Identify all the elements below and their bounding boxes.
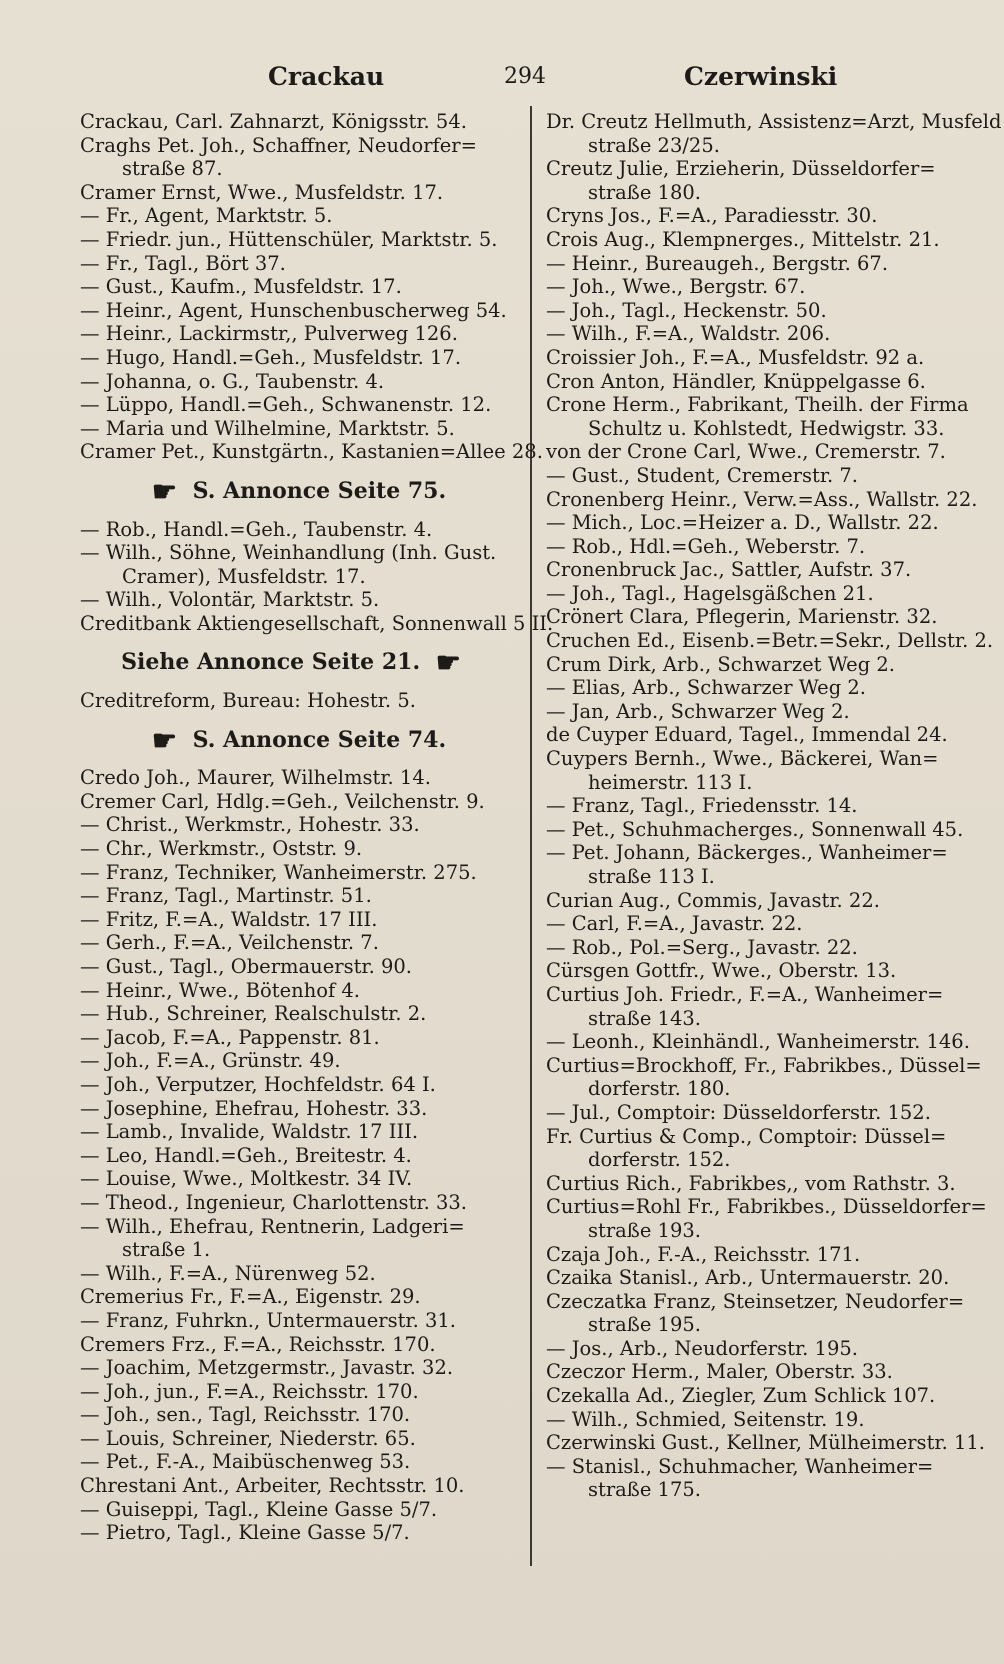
annonce-75 xyxy=(80,474,510,508)
entry-line: — Heinr., Bureaugeh., Bergstr. 67. xyxy=(546,251,889,275)
directory-entry xyxy=(80,134,510,181)
entry-line: — Johanna, o. G., Taubenstr. 4. xyxy=(80,369,385,393)
entry-continuation: straße 23/25. xyxy=(588,133,720,157)
entry-continuation: straße 1. xyxy=(122,1238,211,1262)
entry-continuation: dorferstr. 180. xyxy=(588,1077,731,1101)
directory-entry xyxy=(546,889,986,913)
left-entries-block-1 xyxy=(80,110,543,464)
directory-entry xyxy=(546,370,986,394)
directory-entry xyxy=(80,228,510,252)
entry-line: Czerwinski Gust., Kellner, Mülheimerstr. 11. xyxy=(546,1431,985,1455)
entry-line: — Gust., Student, Cremerstr. 7. xyxy=(546,463,858,487)
right-column xyxy=(546,110,1002,1502)
entry-line: — Jul., Comptoir: Düsseldorferstr. 152. xyxy=(546,1100,931,1124)
entry-line: — Heinr., Wwe., Bötenhof 4. xyxy=(80,978,361,1002)
entry-line: — Lamb., Invalide, Waldstr. 17 III. xyxy=(80,1120,419,1144)
page-header xyxy=(0,60,1004,100)
entry-line: de Cuyper Eduard, Tagel., Immendal 24. xyxy=(546,723,948,747)
directory-entry xyxy=(80,611,554,636)
entry-line: Croissier Joh., F.=A., Musfeldstr. 92 a. xyxy=(546,345,925,369)
directory-entry xyxy=(546,582,986,606)
entry-line: Cremerius Fr., F.=A., Eigenstr. 29. xyxy=(80,1285,421,1309)
directory-entry xyxy=(80,1474,510,1498)
entry-line: — Joh., jun., F.=A., Reichsstr. 170. xyxy=(80,1379,419,1403)
directory-entry xyxy=(546,1384,986,1408)
entry-continuation: straße 193. xyxy=(588,1218,701,1242)
entry-line: — Maria und Wilhelmine, Marktstr. 5. xyxy=(80,416,455,440)
entry-line: — Joh., F.=A., Grünstr. 49. xyxy=(80,1049,341,1073)
entry-line: Cremer Carl, Hdlg.=Geh., Veilchenstr. 9. xyxy=(80,789,485,813)
entry-line: Curtius=Rohl Fr., Fabrikbes., Düsseldorfer= xyxy=(546,1195,987,1219)
entry-line: Czekalla Ad., Ziegler, Zum Schlick 107. xyxy=(546,1384,936,1408)
directory-entry xyxy=(80,1333,510,1357)
directory-entry xyxy=(546,983,986,1030)
entry-line: — Fritz, F.=A., Waldstr. 17 III. xyxy=(80,907,378,931)
entry-continuation: dorferstr. 152. xyxy=(588,1148,731,1172)
entry-continuation: heimerstr. 113 I. xyxy=(588,770,753,794)
entry-continuation: straße 87. xyxy=(122,157,223,181)
entry-line: — Joh., Tagl., Hagelsgäßchen 21. xyxy=(546,581,874,605)
entry-line: — Pet. Johann, Bäckerges., Wanheimer= xyxy=(546,841,948,865)
header-left-keyword: Crackau xyxy=(268,62,385,91)
entry-line: — Gust., Kaufm., Musfeldstr. 17. xyxy=(80,275,402,299)
entry-line: — Carl, F.=A., Javastr. 22. xyxy=(546,912,803,936)
entry-line: — Leo, Handl.=Geh., Breitestr. 4. xyxy=(80,1143,412,1167)
entry-line: — Pet., F.-A., Maibüschenweg 53. xyxy=(80,1450,411,1474)
directory-entry xyxy=(80,181,510,205)
entry-line: — Guiseppi, Tagl., Kleine Gasse 5/7. xyxy=(80,1497,438,1521)
entry-line: — Wilh., F.=A., Waldstr. 206. xyxy=(546,322,831,346)
directory-entry xyxy=(546,1408,986,1432)
directory-entry xyxy=(546,488,986,512)
entry-line: — Wilh., F.=A., Nürenweg 52. xyxy=(80,1261,376,1285)
entry-line: Cronenberg Heinr., Verw.=Ass., Wallstr. 22. xyxy=(546,487,978,511)
directory-entry xyxy=(546,1101,986,1125)
entry-line: — Hugo, Handl.=Geh., Musfeldstr. 17. xyxy=(80,345,462,369)
entry-line: — Jacob, F.=A., Pappenstr. 81. xyxy=(80,1025,380,1049)
entry-line: — Joachim, Metzgermstr., Javastr. 32. xyxy=(80,1356,454,1380)
entry-line: Cuypers Bernh., Wwe., Bäckerei, Wan= xyxy=(546,747,939,771)
directory-entry xyxy=(546,110,1002,157)
entry-line: Czeczor Herm., Maler, Oberstr. 33. xyxy=(546,1360,893,1384)
entry-line: — Wilh., Söhne, Weinhandlung (Inh. Gust. xyxy=(80,541,497,565)
entry-line: — Gust., Tagl., Obermauerstr. 90. xyxy=(80,955,413,978)
annonce-74-text: S. Annonce Seite 74. xyxy=(192,726,447,753)
entry-line: Chrestani Ant., Arbeiter, Rechtsstr. 10. xyxy=(80,1474,465,1498)
annonce-21 xyxy=(80,646,510,680)
directory-entry xyxy=(546,1125,986,1172)
entry-line: Credo Joh., Maurer, Wilhelmstr. 14. xyxy=(80,766,431,790)
page-number: 294 xyxy=(504,64,546,89)
directory-entry xyxy=(80,1002,510,1026)
entry-line: Creutz Julie, Erzieherin, Düsseldorfer= xyxy=(546,157,936,181)
directory-entry xyxy=(80,370,510,394)
entry-line: Crum Dirk, Arb., Schwarzet Weg 2. xyxy=(546,652,895,676)
directory-entry xyxy=(546,1431,986,1455)
entry-line: — Joh., Wwe., Bergstr. 67. xyxy=(546,275,806,299)
directory-entry xyxy=(80,1215,510,1262)
directory-entry xyxy=(80,1285,510,1309)
annonce-75-text: S. Annonce Seite 75. xyxy=(192,477,447,504)
directory-entry xyxy=(80,1309,510,1333)
directory-entry xyxy=(80,322,510,346)
entry-line: Curtius Rich., Fabrikbes,, vom Rathstr. 3. xyxy=(546,1171,956,1195)
directory-entry xyxy=(80,1049,510,1073)
directory-entry xyxy=(546,1172,986,1196)
directory-entry xyxy=(80,1026,510,1050)
directory-entry xyxy=(80,1380,510,1404)
entry-line: — Rob., Hdl.=Geh., Weberstr. 7. xyxy=(546,534,866,558)
directory-entry xyxy=(546,322,986,346)
entry-line: — Wilh., Volontär, Marktstr. 5. xyxy=(80,588,380,612)
directory-entry xyxy=(80,393,510,417)
directory-entry xyxy=(80,1403,510,1427)
entry-line: Cron Anton, Händler, Knüppelgasse 6. xyxy=(546,369,926,393)
directory-entry xyxy=(546,228,986,252)
entry-line: — Heinr., Lackirmstr,, Pulverweg 126. xyxy=(80,322,458,346)
entry-line: — Stanisl., Schuhmacher, Wanheimer= xyxy=(546,1454,934,1478)
entry-continuation: straße 175. xyxy=(588,1478,701,1502)
directory-entry xyxy=(546,1030,986,1054)
entry-line: Fr. Curtius & Comp., Comptoir: Düssel= xyxy=(546,1124,947,1148)
directory-entry xyxy=(546,936,986,960)
pointing-hand-icon: ☛ xyxy=(151,474,177,508)
entry-line: — Friedr. jun., Hüttenschüler, Marktstr. 5. xyxy=(80,227,498,251)
directory-entry xyxy=(546,299,986,323)
directory-entry xyxy=(546,747,986,794)
directory-entry xyxy=(80,1073,510,1097)
directory-entry xyxy=(546,653,986,677)
creditreform-entry: Creditreform, Bureau: Hohestr. 5. xyxy=(80,689,416,713)
entry-continuation: straße 180. xyxy=(588,180,701,204)
entry-line: — Franz, Techniker, Wanheimerstr. 275. xyxy=(80,860,477,884)
directory-entry xyxy=(546,818,986,842)
entry-line: — Jos., Arb., Neudorferstr. 195. xyxy=(546,1336,858,1360)
entry-line: — Wilh., Ehefrau, Rentnerin, Ladgeri= xyxy=(80,1214,465,1238)
entry-line: Crone Herm., Fabrikant, Theilh. der Firma xyxy=(546,393,969,417)
directory-entry xyxy=(546,676,986,700)
pointing-hand-icon: ☛ xyxy=(435,646,461,680)
directory-entry xyxy=(80,908,510,932)
directory-entry xyxy=(546,605,986,629)
directory-entry xyxy=(80,884,510,908)
annonce-74 xyxy=(80,723,510,757)
entry-line: Crönert Clara, Pflegerin, Marienstr. 32. xyxy=(546,605,938,629)
entry-line: — Heinr., Agent, Hunschenbuscherweg 54. xyxy=(80,298,507,322)
directory-entry xyxy=(80,417,510,441)
directory-entry xyxy=(80,110,510,134)
entry-line: — Chr., Werkmstr., Oststr. 9. xyxy=(80,837,363,861)
directory-entry xyxy=(546,157,986,204)
entry-line: Craghs Pet. Joh., Schaffner, Neudorfer= xyxy=(80,133,477,157)
directory-entry xyxy=(80,299,510,323)
entry-line: Cronenbruck Jac., Sattler, Aufstr. 37. xyxy=(546,558,912,582)
entry-line: Cramer Ernst, Wwe., Musfeldstr. 17. xyxy=(80,180,444,204)
left-entries-block-2 xyxy=(80,517,554,636)
entry-line: — Franz, Tagl., Friedensstr. 14. xyxy=(546,794,858,818)
directory-entry xyxy=(546,629,994,653)
entry-line: Curian Aug., Commis, Javastr. 22. xyxy=(546,888,880,912)
directory-entry xyxy=(546,204,986,228)
directory-entry xyxy=(546,535,986,559)
directory-entry xyxy=(546,1337,986,1361)
annonce-21-text: Siehe Annonce Seite 21. xyxy=(121,649,421,676)
entry-continuation: Schultz u. Kohlstedt, Hedwigstr. 33. xyxy=(588,416,945,440)
header-right-keyword: Czerwinski xyxy=(684,62,838,91)
directory-entry xyxy=(80,588,510,612)
entry-line: — Leonh., Kleinhändl., Wanheimerstr. 146. xyxy=(546,1030,970,1054)
directory-entry xyxy=(546,1054,986,1101)
left-entries-block-3 xyxy=(80,766,510,1545)
directory-entry xyxy=(80,346,510,370)
entry-continuation: Cramer), Musfeldstr. 17. xyxy=(122,564,366,588)
directory-entry xyxy=(80,1498,510,1522)
entry-line: — Pet., Schuhmacherges., Sonnenwall 45. xyxy=(546,817,964,841)
entry-line: Czaika Stanisl., Arb., Untermauerstr. 20. xyxy=(546,1266,950,1290)
entry-line: Curtius=Brockhoff, Fr., Fabrikbes., Düssel= xyxy=(546,1053,982,1077)
entry-line: — Rob., Pol.=Serg., Javastr. 22. xyxy=(546,935,858,959)
directory-entry xyxy=(80,790,510,814)
entry-line: Creditbank Aktiengesellschaft, Sonnenwall 5 II. xyxy=(80,611,554,635)
directory-entry xyxy=(80,1521,510,1545)
entry-line: — Fr., Tagl., Bört 37. xyxy=(80,251,286,275)
directory-entry xyxy=(80,955,510,979)
directory-entry xyxy=(546,794,986,818)
directory-entry xyxy=(546,841,986,888)
entry-line: — Mich., Loc.=Heizer a. D., Wallstr. 22. xyxy=(546,511,939,535)
directory-entry xyxy=(80,252,510,276)
entry-line: Cruchen Ed., Eisenb.=Betr.=Sekr., Dellstr. 2. xyxy=(546,629,994,653)
directory-entry xyxy=(80,275,510,299)
directory-entry xyxy=(546,1360,986,1384)
pointing-hand-icon: ☛ xyxy=(151,723,177,757)
entry-line: Crackau, Carl. Zahnarzt, Königsstr. 54. xyxy=(80,110,467,133)
directory-entry xyxy=(546,1266,986,1290)
directory-entry xyxy=(80,440,543,464)
left-column xyxy=(80,110,554,1545)
directory-entry xyxy=(546,511,986,535)
entry-line: — Christ., Werkmstr., Hohestr. 33. xyxy=(80,813,420,837)
directory-entry xyxy=(546,912,986,936)
entry-line: Cramer Pet., Kunstgärtn., Kastanien=Allee 28. xyxy=(80,440,543,464)
directory-entry xyxy=(80,1144,510,1168)
right-entries-block xyxy=(546,110,1002,1502)
entry-line: von der Crone Carl, Wwe., Cremerstr. 7. xyxy=(546,440,946,464)
directory-entry xyxy=(546,959,986,983)
entry-line: Czaja Joh., F.-A., Reichsstr. 171. xyxy=(546,1242,861,1266)
directory-entry xyxy=(546,558,986,582)
directory-entry xyxy=(546,393,986,440)
directory-entry xyxy=(80,1167,510,1191)
entry-line: — Wilh., Schmied, Seitenstr. 19. xyxy=(546,1407,865,1431)
directory-entry xyxy=(80,1120,510,1144)
entry-continuation: straße 113 I. xyxy=(588,865,715,888)
entry-line: — Franz, Tagl., Martinstr. 51. xyxy=(80,884,372,908)
entry-line: — Joh., Verputzer, Hochfeldstr. 64 I. xyxy=(80,1072,436,1096)
entry-line: — Gerh., F.=A., Veilchenstr. 7. xyxy=(80,931,379,955)
directory-entry xyxy=(80,204,510,228)
directory-entry xyxy=(546,1243,986,1267)
directory-entry xyxy=(80,518,510,542)
directory-entry xyxy=(80,813,510,837)
entry-line: Cremers Frz., F.=A., Reichsstr. 170. xyxy=(80,1332,436,1356)
entry-line: Czeczatka Franz, Steinsetzer, Neudorfer= xyxy=(546,1289,965,1313)
directory-entry xyxy=(80,979,510,1003)
entry-continuation: straße 195. xyxy=(588,1313,701,1337)
entry-line: — Hub., Schreiner, Realschulstr. 2. xyxy=(80,1002,427,1026)
directory-entry xyxy=(546,1290,986,1337)
entry-line: — Josephine, Ehefrau, Hohestr. 33. xyxy=(80,1096,428,1120)
directory-entry xyxy=(80,1356,510,1380)
directory-entry xyxy=(80,766,510,790)
directory-entry xyxy=(80,1262,510,1286)
entry-line: — Elias, Arb., Schwarzer Weg 2. xyxy=(546,676,867,700)
entry-line: — Louise, Wwe., Moltkestr. 34 IV. xyxy=(80,1167,413,1191)
directory-entry xyxy=(546,723,986,747)
directory-entry xyxy=(546,464,986,488)
column-divider xyxy=(530,106,532,1566)
entry-line: — Joh., Tagl., Heckenstr. 50. xyxy=(546,298,827,322)
directory-entry xyxy=(546,252,986,276)
entry-line: — Jan, Arb., Schwarzer Weg 2. xyxy=(546,699,850,723)
directory-entry xyxy=(80,1450,510,1474)
entry-line: — Louis, Schreiner, Niederstr. 65. xyxy=(80,1426,416,1450)
directory-entry xyxy=(546,700,986,724)
entry-line: — Franz, Fuhrkn., Untermauerstr. 31. xyxy=(80,1308,457,1332)
directory-entry xyxy=(80,541,510,588)
entry-line: Dr. Creutz Hellmuth, Assistenz=Arzt, Musfeld xyxy=(546,110,1002,133)
directory-entry xyxy=(546,1195,986,1242)
entry-continuation: straße 143. xyxy=(588,1006,701,1030)
directory-entry xyxy=(546,1455,986,1502)
entry-line: — Rob., Handl.=Geh., Taubenstr. 4. xyxy=(80,517,433,541)
directory-entry xyxy=(80,931,510,955)
directory-entry xyxy=(80,837,510,861)
entry-line: Crois Aug., Klempnerges., Mittelstr. 21. xyxy=(546,227,940,251)
entry-line: — Pietro, Tagl., Kleine Gasse 5/7. xyxy=(80,1521,410,1545)
directory-entry xyxy=(546,275,986,299)
entry-line: — Joh., sen., Tagl, Reichsstr. 170. xyxy=(80,1403,411,1427)
entry-line: Cryns Jos., F.=A., Paradiesstr. 30. xyxy=(546,204,878,228)
directory-entry xyxy=(546,440,986,464)
entry-line: Curtius Joh. Friedr., F.=A., Wanheimer= xyxy=(546,982,944,1006)
directory-entry xyxy=(80,861,510,885)
directory-entry xyxy=(80,1097,510,1121)
entry-line: — Lüppo, Handl.=Geh., Schwanenstr. 12. xyxy=(80,393,492,417)
entry-line: Cürsgen Gottfr., Wwe., Oberstr. 13. xyxy=(546,959,897,983)
directory-entry xyxy=(80,1427,510,1451)
directory-entry xyxy=(546,346,986,370)
directory-entry xyxy=(80,1191,510,1215)
entry-line: — Fr., Agent, Marktstr. 5. xyxy=(80,204,333,228)
entry-line: — Theod., Ingenieur, Charlottenstr. 33. xyxy=(80,1190,467,1214)
